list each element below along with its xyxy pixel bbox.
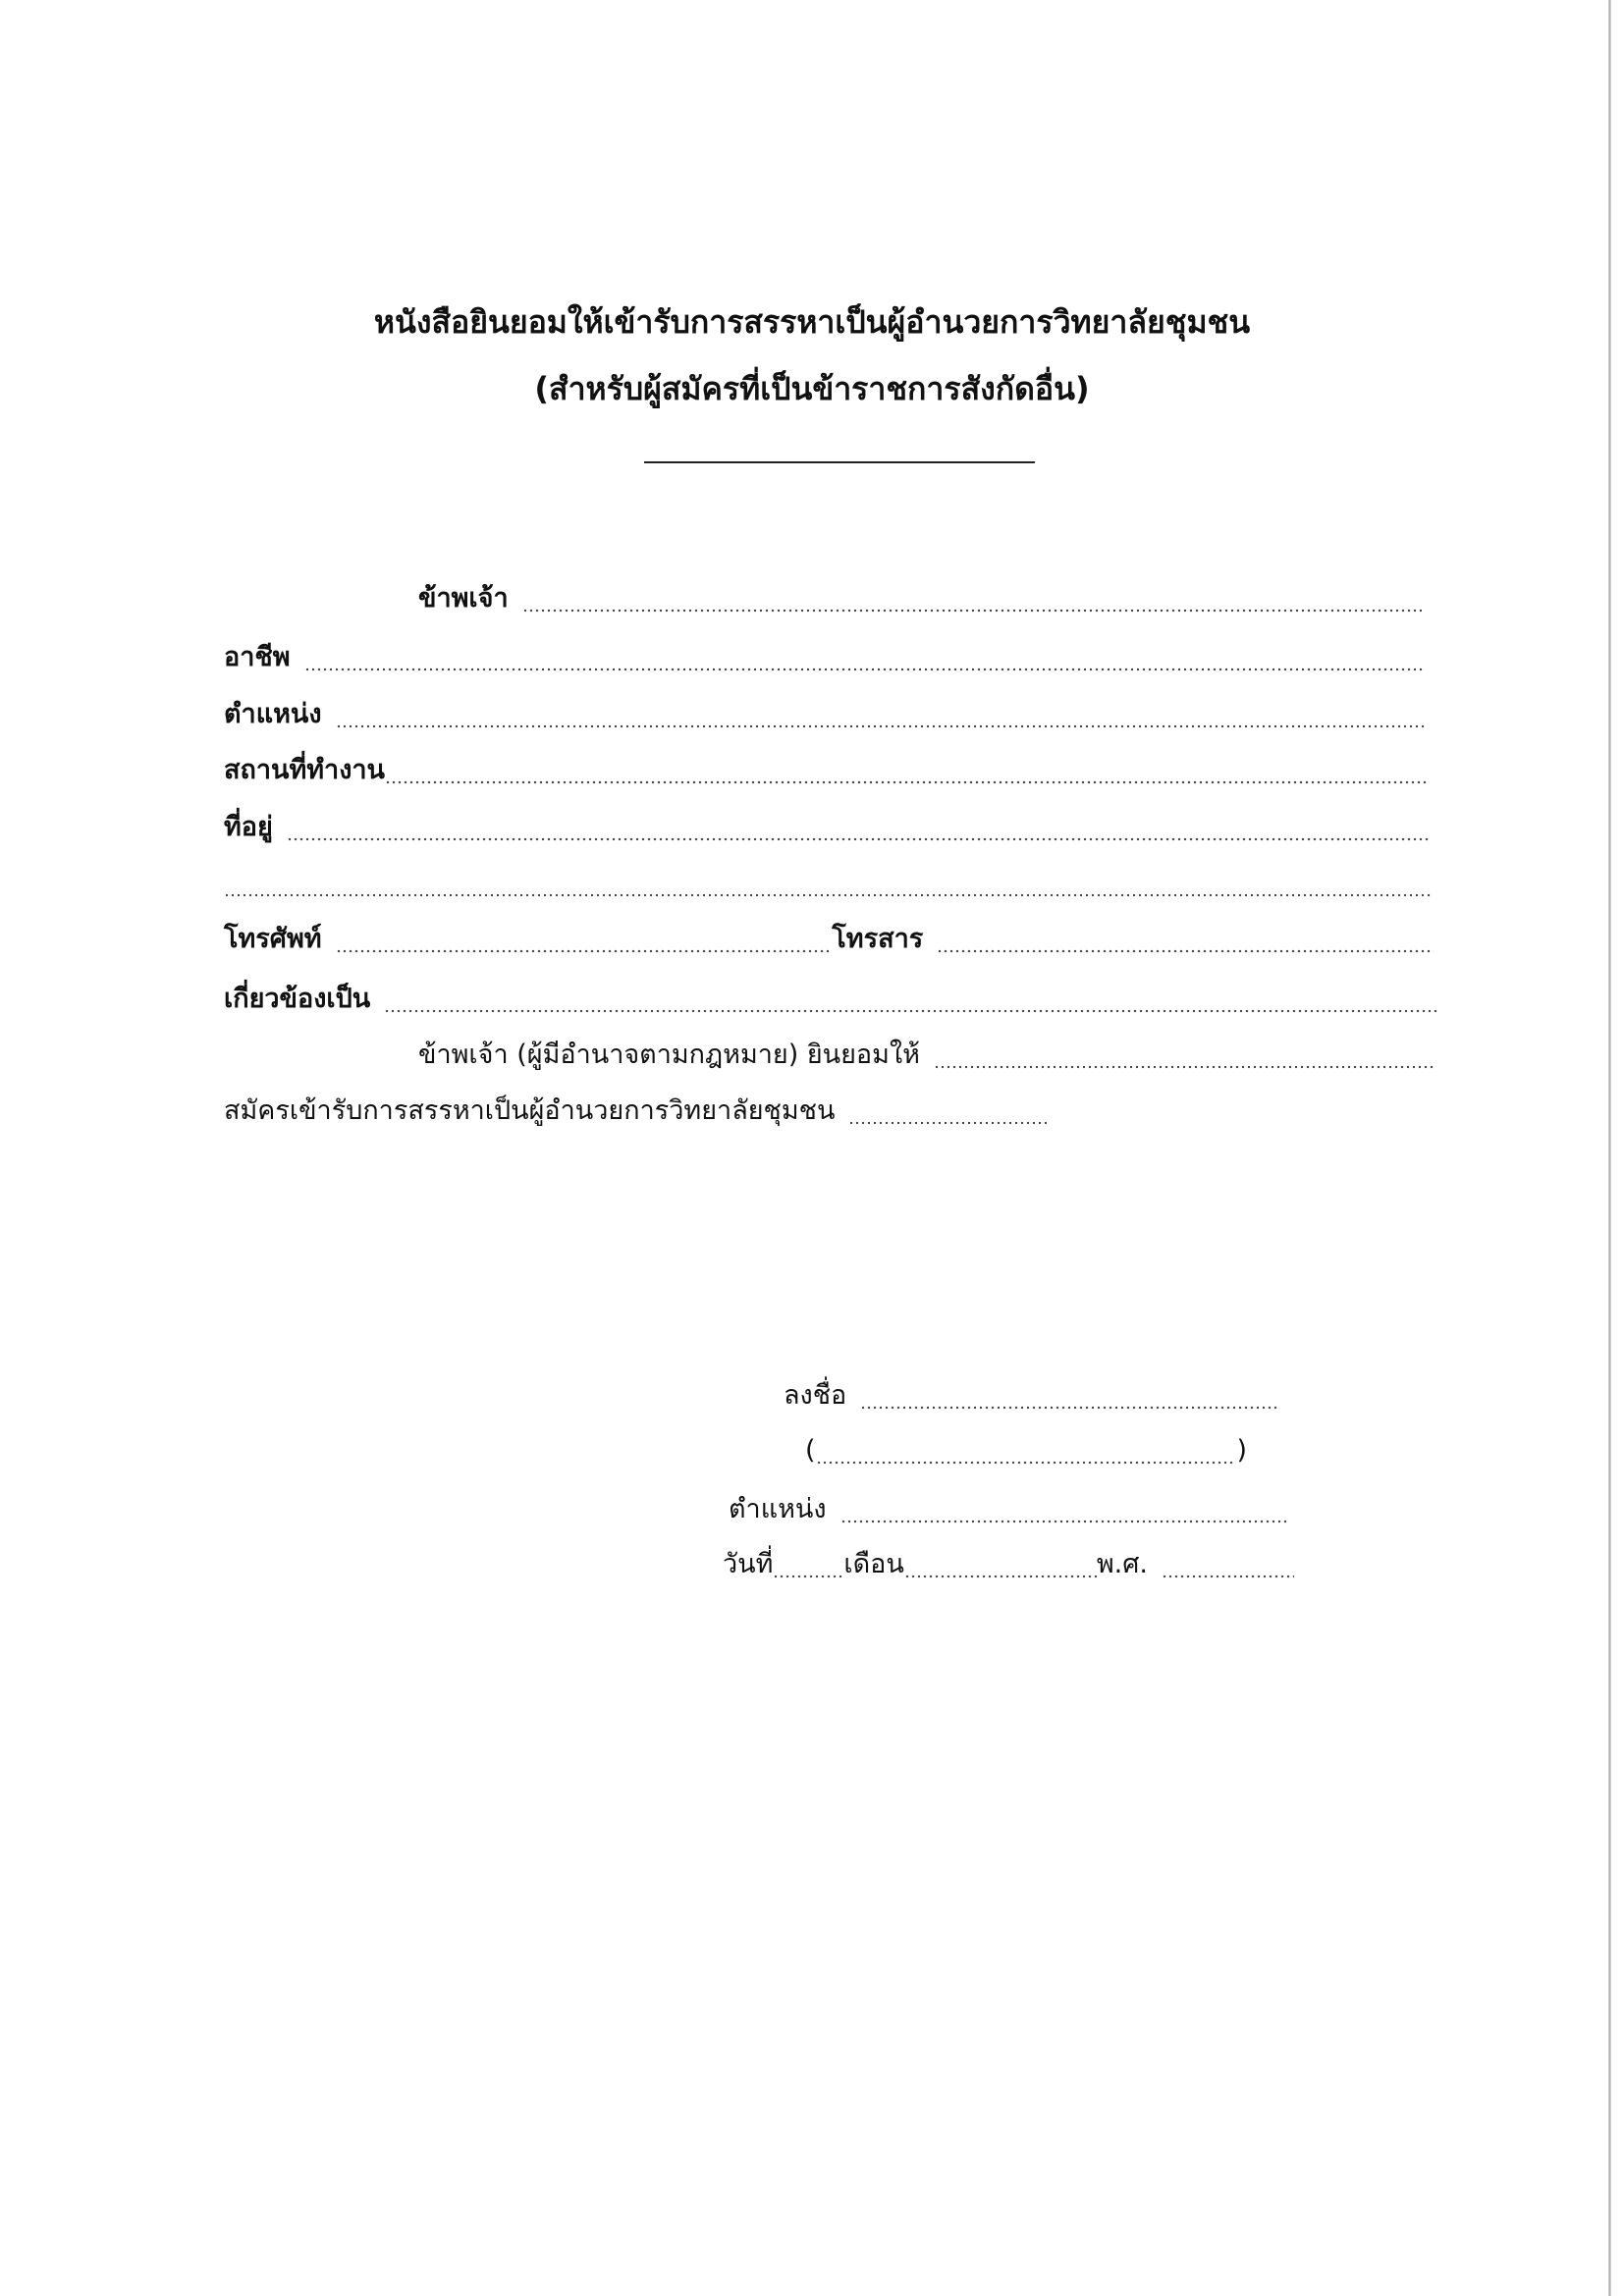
occupation-field[interactable] [304,638,1425,677]
address-continuation-row [224,864,1432,903]
name-field[interactable] [522,579,1422,618]
address-field[interactable] [287,808,1430,847]
signer-position-row [729,1490,1288,1529]
fax-label: โทรสาร [832,924,924,954]
workplace-row [224,751,1430,790]
year-label: พ.ศ. [1096,1549,1148,1579]
address-label: ที่อยู่ [224,812,273,842]
phone-field[interactable] [336,920,833,959]
position-row [224,695,1427,734]
month-field[interactable] [904,1545,1097,1584]
relation-label: เกี่ยวข้องเป็น [224,984,371,1014]
consent-row [418,1036,1435,1075]
name-label: ข้าพเจ้า [418,583,509,614]
college-name-field[interactable] [848,1092,1049,1131]
consent-name-field[interactable] [934,1036,1435,1075]
position-label: ตำแหน่ง [224,699,322,729]
month-label: เดือน [843,1549,904,1579]
apply-row [224,1092,1049,1131]
occupation-row [224,638,1424,677]
signature-row [784,1376,1280,1415]
day-label: วันที่ [723,1549,774,1579]
workplace-label: สถานที่ทำงาน [224,755,386,785]
apply-label: สมัครเข้ารับการสรรหาเป็นผู้อำนวยการวิทยาลัยชุมชน [224,1095,836,1126]
address-row [224,808,1430,847]
document-subtitle: (สำหรับผู้สมัครที่เป็นข้าราชการสังกัดอื่น) [534,370,1090,407]
relation-row [224,980,1437,1019]
phone-fax-row [224,920,1434,959]
day-field[interactable] [773,1545,843,1584]
fax-field[interactable] [937,920,1434,959]
title-underline [644,461,1035,463]
year-field[interactable] [1162,1545,1294,1584]
date-row [723,1545,1294,1584]
consent-label: ข้าพเจ้า (ผู้มีอำนาจตามกฎหมาย) ยินยอมให้ [418,1040,920,1070]
relation-field[interactable] [384,980,1437,1019]
close-paren: ) [1236,1435,1247,1466]
scan-edge [1608,0,1611,2296]
document-title: หนังสือยินยอมให้เข้ารับการสรรหาเป็นผู้อำนวยการวิทยาลัยชุมชน [373,303,1251,341]
position-field[interactable] [336,695,1427,734]
name-row [418,579,1422,618]
signer-position-label: ตำแหน่ง [729,1494,827,1524]
workplace-field[interactable] [385,751,1430,790]
signature-field[interactable] [860,1376,1280,1415]
occupation-label: อาชีพ [224,642,291,672]
phone-label: โทรศัพท์ [224,924,322,954]
signature-label: ลงชื่อ [784,1380,847,1411]
printed-name-field[interactable] [816,1431,1237,1470]
signer-position-field[interactable] [840,1490,1288,1529]
address-continuation-field[interactable] [224,864,1432,903]
open-paren: ( [805,1435,816,1466]
printed-name-row [805,1431,1247,1470]
